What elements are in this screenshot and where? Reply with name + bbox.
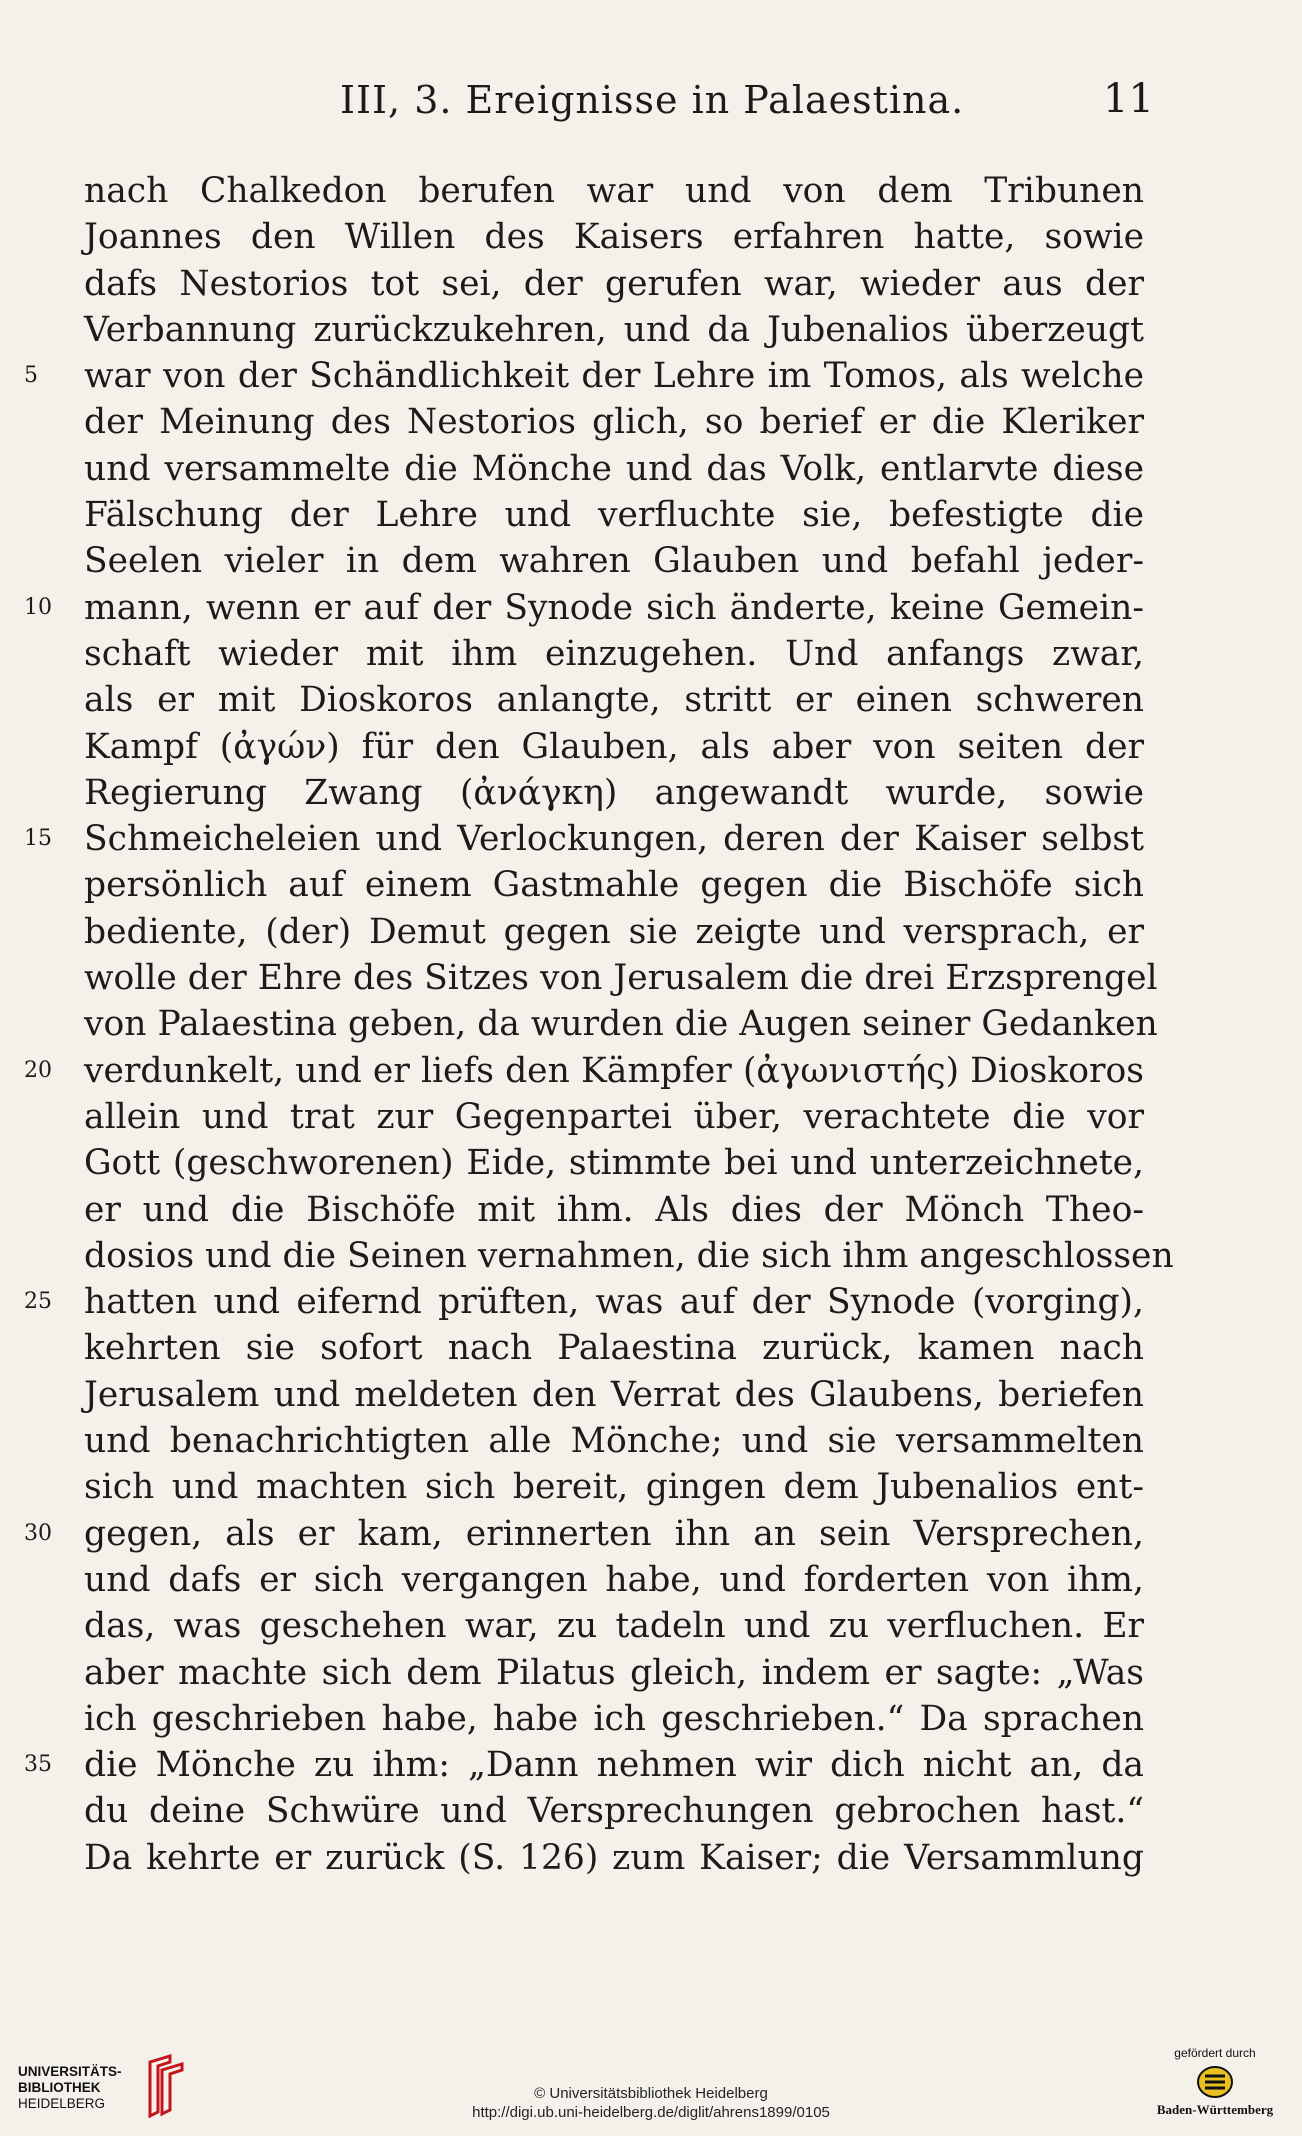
text-line — [24, 1048, 1144, 1094]
text-line — [84, 724, 1144, 770]
text-line — [84, 1325, 1144, 1371]
sponsor-label: gefördert durch — [1174, 2046, 1256, 2060]
text-line — [84, 1233, 1174, 1279]
text-line — [84, 1557, 1144, 1603]
line-text: kehrten sie sofort nach Palaestina zurück, kamen nach — [84, 1328, 1144, 1369]
sponsor-block — [1140, 2046, 1290, 2118]
permalink-url[interactable]: http://digi.ub.uni-heidelberg.de/diglit/ahrens1899/0105 — [472, 2104, 830, 2121]
line-text: er und die Bischöfe mit ihm. Als dies der Mönch Theo- — [84, 1189, 1144, 1230]
line-text: die Mönche zu ihm: „Dann nehmen wir dich nicht an, da — [84, 1745, 1144, 1786]
line-text: Kampf (ἀγών) für den Glauben, als aber von seiten der — [84, 726, 1144, 767]
line-text: sich und machten sich bereit, gingen dem Jubenalios ent- — [84, 1467, 1144, 1508]
line-text: schaft wieder mit ihm einzugehen. Und anfangs zwar, — [84, 633, 1144, 674]
line-text: der Meinung des Nestorios glich, so berief er die Kleriker — [84, 402, 1144, 443]
line-number: 10 — [24, 594, 52, 620]
page-number: 11 — [1103, 76, 1154, 122]
line-text: Fälschung der Lehre und verfluchte sie, befestigte die — [84, 495, 1144, 536]
line-number: 15 — [24, 826, 52, 852]
sponsor-name: Baden-Württemberg — [1156, 2102, 1274, 2117]
text-line — [84, 1140, 1144, 1186]
line-number: 35 — [24, 1752, 52, 1778]
text-line — [84, 909, 1144, 955]
text-line — [84, 168, 1144, 214]
line-text: dafs Nestorios tot sei, der gerufen war, wieder aus der — [84, 263, 1144, 304]
text-line — [84, 1464, 1144, 1510]
line-text: war von der Schändlichkeit der Lehre im Tomos, als welche — [84, 356, 1144, 397]
line-number: 5 — [24, 363, 38, 389]
line-text: hatten und eifernd prüften, was auf der Synode (vorging), — [84, 1282, 1144, 1323]
text-line — [84, 1650, 1144, 1696]
library-name-line2: BIBLIOTHEK — [18, 2080, 101, 2095]
text-line — [84, 1788, 1144, 1834]
line-text: Regierung Zwang (ἀνάγκη) angewandt wurde, sowie — [84, 772, 1144, 813]
line-text: wolle der Ehre des Sitzes von Jerusalem die drei Erzsprengel — [84, 958, 1158, 999]
text-line — [24, 585, 1144, 631]
text-line — [24, 1511, 1144, 1557]
line-number: 20 — [24, 1057, 52, 1083]
running-head: III, 3. Ereignisse in Palaestina. — [340, 78, 965, 122]
text-line — [24, 816, 1144, 862]
line-text: Schmeicheleien und Verlockungen, deren der Kaiser selbst — [84, 819, 1144, 860]
text-line — [24, 1742, 1144, 1788]
line-text: dosios und die Seinen vernahmen, die sich ihm angeschlossen — [84, 1235, 1174, 1276]
copyright-notice — [0, 2084, 1302, 2122]
line-text: und versammelte die Mönche und das Volk, entlarvte diese — [84, 448, 1144, 489]
line-text: persönlich auf einem Gastmahle gegen die Bischöfe sich — [84, 865, 1144, 906]
line-text: Da kehrte er zurück (S. 126) zum Kaiser; die Versammlung — [84, 1837, 1144, 1878]
text-line — [84, 677, 1144, 723]
text-line — [84, 214, 1144, 260]
text-line — [84, 446, 1144, 492]
line-text: du deine Schwüre und Versprechungen gebrochen hast.“ — [84, 1791, 1144, 1832]
library-name-line1: UNIVERSITÄTS- — [18, 2064, 122, 2079]
library-name-line3: HEIDELBERG — [18, 2096, 106, 2111]
copyright-text: © Universitätsbibliothek Heidelberg — [534, 2085, 768, 2102]
line-text: aber machte sich dem Pilatus gleich, indem er sagte: „Was — [84, 1652, 1144, 1693]
text-line — [84, 1603, 1144, 1649]
line-text: Seelen vieler in dem wahren Glauben und befahl jeder- — [84, 541, 1144, 582]
line-text: von Palaestina geben, da wurden die Augen seiner Gedanken — [84, 1004, 1158, 1045]
line-text: Jerusalem und meldeten den Verrat des Glaubens, beriefen — [84, 1374, 1144, 1415]
text-line — [84, 1187, 1144, 1233]
line-text: bediente, (der) Demut gegen sie zeigte und versprach, er — [84, 911, 1144, 952]
line-text: mann, wenn er auf der Synode sich änderte, keine Gemein- — [84, 587, 1144, 628]
coat-of-arms-icon — [1195, 2064, 1235, 2100]
line-text: verdunkelt, und er liefs den Kämpfer (ἀγωνιστής) Dioskoros — [84, 1050, 1144, 1091]
text-line — [84, 399, 1144, 445]
line-text: allein und trat zur Gegenpartei über, verachtete die vor — [84, 1096, 1144, 1137]
text-line — [84, 1835, 1144, 1881]
text-line — [84, 862, 1144, 908]
text-line — [24, 353, 1144, 399]
line-text: nach Chalkedon berufen war und von dem Tribunen — [84, 171, 1144, 211]
text-line — [84, 1094, 1144, 1140]
text-line — [84, 1696, 1144, 1742]
text-line — [84, 261, 1144, 307]
text-line — [84, 631, 1144, 677]
line-text: und dafs er sich vergangen habe, und forderten von ihm, — [84, 1559, 1144, 1600]
text-line — [84, 307, 1144, 353]
line-text: Joannes den Willen des Kaisers erfahren hatte, sowie — [84, 217, 1144, 258]
line-text: und benachrichtigten alle Mönche; und sie versammelten — [84, 1421, 1144, 1462]
line-text: ich geschrieben habe, habe ich geschrieben.“ Da sprachen — [84, 1698, 1144, 1739]
line-text: Verbannung zurückzukehren, und da Jubenalios überzeugt — [84, 309, 1144, 350]
line-number: 25 — [24, 1289, 52, 1315]
text-line — [84, 1001, 1158, 1047]
body-text — [24, 168, 1174, 1881]
line-text: als er mit Dioskoros anlangte, stritt er einen schweren — [84, 680, 1144, 721]
text-line — [84, 1418, 1144, 1464]
line-text: gegen, als er kam, erinnerten ihn an sein Versprechen, — [84, 1513, 1144, 1554]
line-number: 30 — [24, 1520, 52, 1546]
line-text: das, was geschehen war, zu tadeln und zu verfluchen. Er — [84, 1606, 1144, 1647]
text-line — [84, 1372, 1144, 1418]
text-line — [84, 492, 1144, 538]
text-line — [84, 955, 1158, 1001]
text-line — [84, 538, 1144, 584]
footer — [0, 2040, 1302, 2136]
text-line — [84, 770, 1144, 816]
text-line — [24, 1279, 1144, 1325]
line-text: Gott (geschworenen) Eide, stimmte bei und unterzeichnete, — [84, 1143, 1144, 1184]
